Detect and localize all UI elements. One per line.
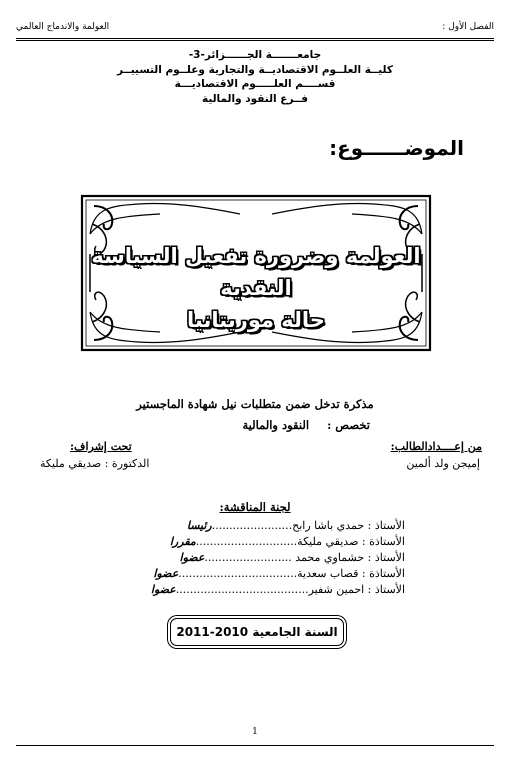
committee-list (105, 518, 405, 598)
header-subject: العولمة والاندماج العالمي (16, 22, 110, 32)
academic-year-box: السنة الجامعية 2010-2011 (170, 618, 344, 646)
thesis-title (80, 240, 432, 336)
student-name: إميجن ولد ألمين (406, 457, 480, 470)
supervisor-name: الدكتورة : صديقي مليكة (40, 457, 150, 470)
committee-member (105, 534, 405, 550)
committee-member (105, 582, 405, 598)
institution-block (60, 48, 450, 106)
committee-member (105, 518, 405, 534)
committee-member (105, 550, 405, 566)
memo-statement: مذكرة تدخل ضمن متطلبات نيل شهادة الماجستير (136, 397, 374, 411)
running-header (16, 22, 494, 36)
title-line-2: حالة موريتانيا (187, 308, 325, 332)
member-name: الأستاذ : احمين شفير...................................... (175, 583, 405, 596)
branch-name: فــرع النقود والمالية (201, 92, 309, 105)
specialty-value: النقود والمالية (242, 418, 310, 432)
member-role: مقررا (169, 535, 196, 548)
member-name: الأستاذ : حمدي باشا رابح....................... (211, 519, 405, 532)
department-name: قســــم العلـــــوم الاقتصاديـــة (174, 78, 336, 90)
member-role: عضوا (150, 583, 176, 596)
member-role: عضوا (153, 567, 179, 580)
member-role: رئيسا (186, 519, 212, 532)
page-number: 1 (252, 727, 258, 737)
specialty-line (242, 418, 370, 432)
member-role: عضوا (179, 551, 205, 564)
committee-label: لجنة المناقشة: (219, 500, 291, 514)
faculty-name: كليــة العلــوم الاقتصاديــة والتجارية وعلــوم التسييــر (117, 63, 393, 76)
university-name: جامعـــــــة الجــــــزائر-3- (188, 49, 322, 61)
member-name: الأستاذة : قصاب سعدية.................................. (178, 567, 405, 580)
header-chapter: الفصل الأول : (442, 22, 494, 32)
member-name: الأستاذ : حشماوي محمد ......................... (204, 551, 405, 564)
member-name: الأستاذة : صديقي مليكة............................. (195, 535, 405, 548)
title-line-1: العولمة وضرورة تفعيل السياسة النقدية (91, 244, 421, 300)
supervisor-label: تحت إشراف: (70, 440, 132, 453)
header-rule-double (16, 40, 494, 41)
header-rule (16, 38, 494, 39)
footer-rule (16, 745, 494, 746)
committee-member (105, 566, 405, 582)
subject-label: الموضــــــوع: (329, 136, 464, 160)
student-label: من إعــــدادالطالب: (390, 440, 482, 453)
specialty-label: تخصص : (327, 418, 370, 432)
